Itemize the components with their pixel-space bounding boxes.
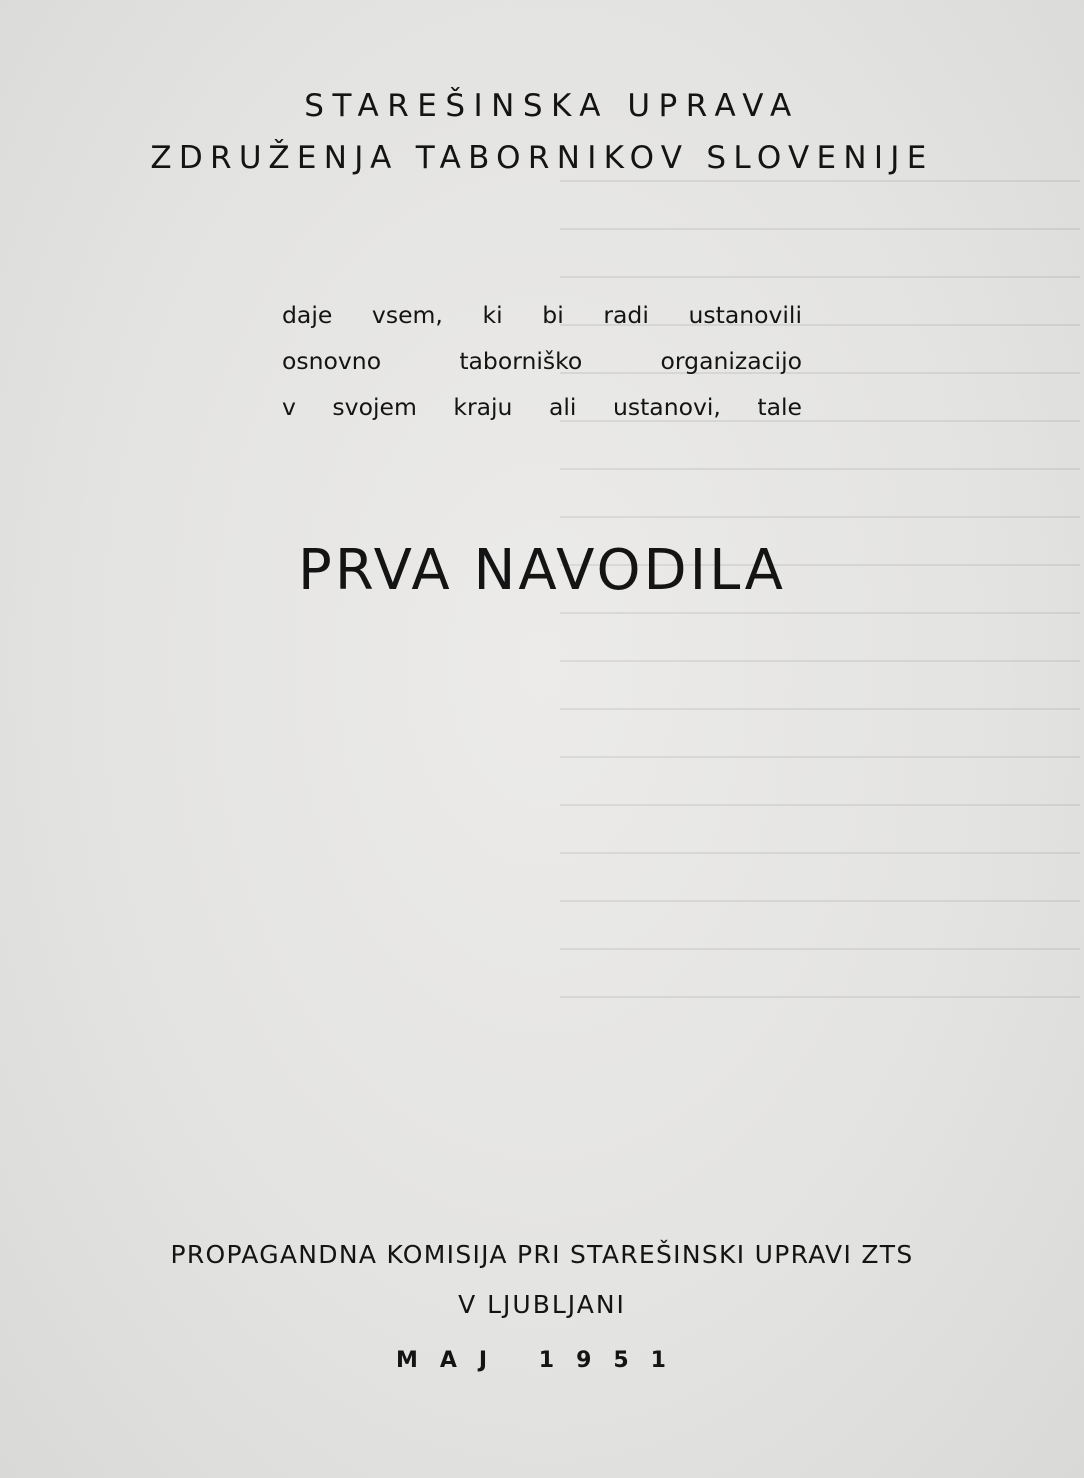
footer-date: MAJ 1951 [396,1348,688,1373]
document-title: PRVA NAVODILA [298,538,786,603]
footer-commission: PROPAGANDNA KOMISIJA PRI STAREŠINSKI UPRAVI ZTS [170,1240,914,1269]
footer-location: V LJUBLJANI [458,1290,626,1319]
intro-paragraph [282,292,802,430]
organization-name: ZDRUŽENJA TABORNIKOV SLOVENIJE [150,140,934,176]
intro-line-3: v svojem kraju ali ustanovi, tale [282,393,802,421]
intro-line-2: osnovno taborniško organizacijo [282,347,802,375]
publisher-name: STAREŠINSKA UPRAVA [304,88,800,124]
intro-line-1: daje vsem, ki bi radi ustanovili [282,301,802,329]
